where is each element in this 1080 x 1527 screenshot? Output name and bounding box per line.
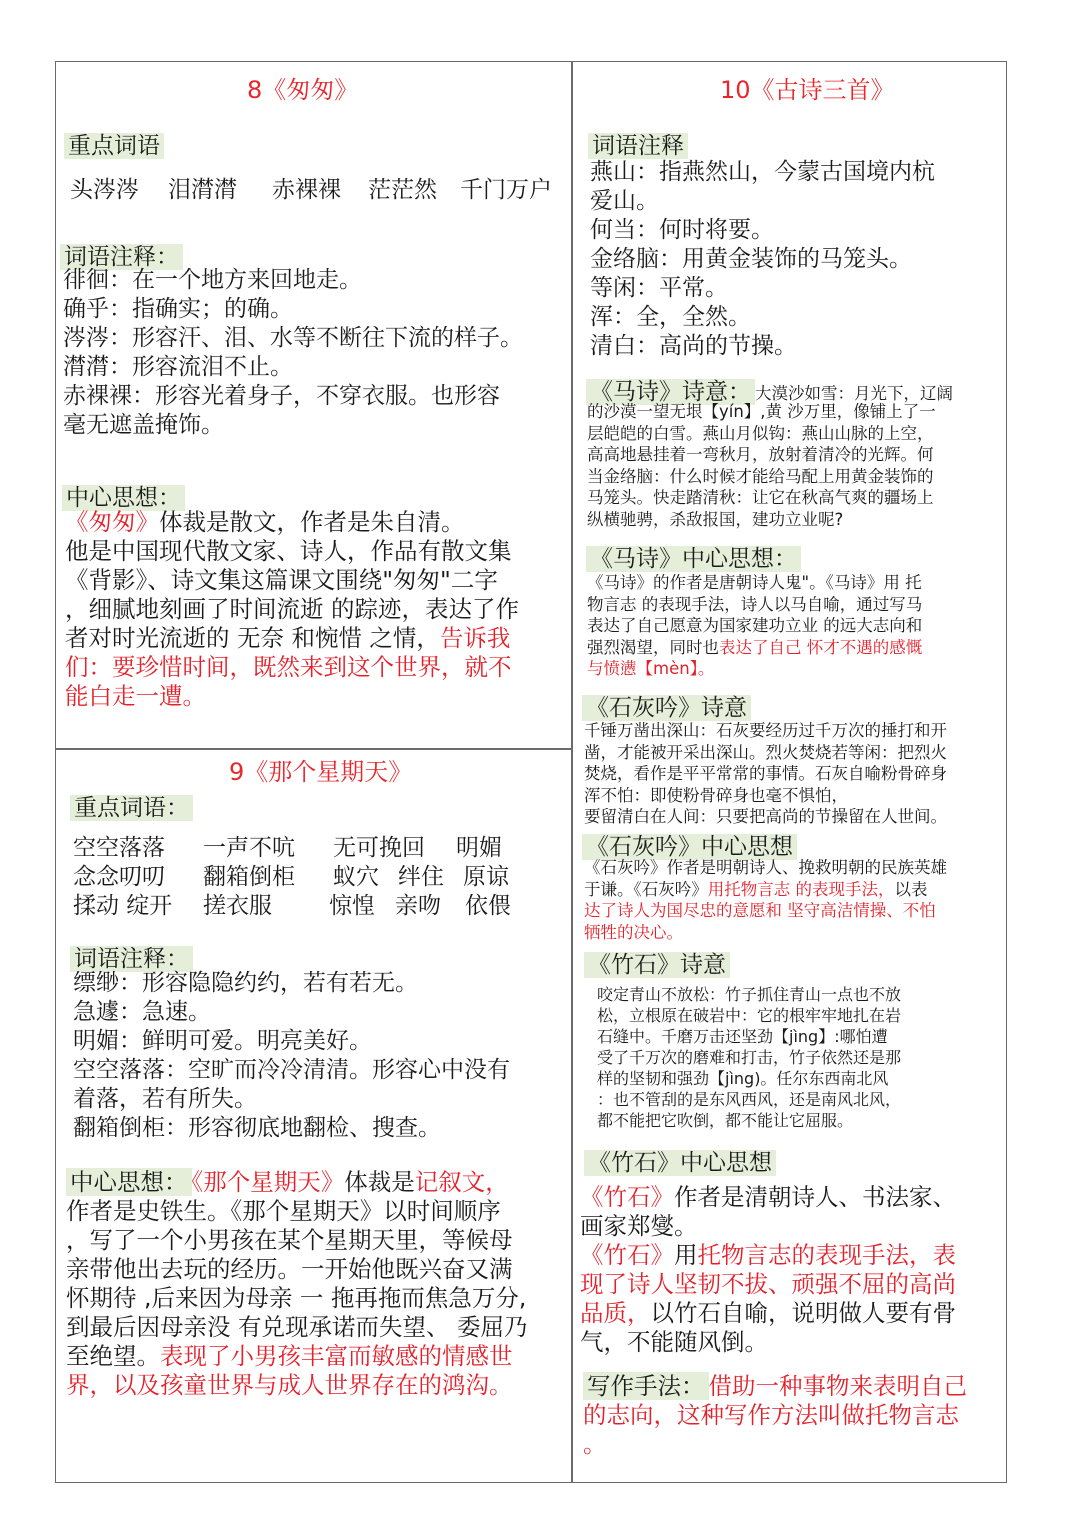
gloss-line: 潸潸：形容流泪不止。 [63,354,293,380]
meaning-line: 高高地悬挂着一弯秋月，放射着清冷的光辉。何 [587,445,934,464]
key-word: 蚁穴 [333,864,379,890]
lesson-9-key-words [73,834,563,924]
idea-red-text: 告诉我 [439,624,511,652]
idea-line [65,624,519,653]
key-word: 绊住 [398,864,444,890]
key-word: 搓衣服 [203,893,272,919]
ma-idea-heading [586,540,801,573]
key-word: 赤裸裸 [272,177,341,203]
heading-label: 《马诗》中心思想： [586,546,801,572]
meaning-line: 浑不怕：即使粉骨碎身也毫不惧怕， [584,785,848,805]
key-word: 明媚 [456,835,502,861]
gloss-line: 清白：高尚的节操。 [590,333,797,359]
idea-text: 用 [674,1241,698,1269]
meaning-line: 凿，才能被开采出深山。烈火焚烧若等闲：把烈火 [584,742,947,762]
gloss-line: 燕山：指燕然山，今蒙古国境内杭 [590,159,935,185]
idea-red-text: 达了诗人 [584,901,650,920]
idea-line: 能白走一遭。 [65,682,206,710]
idea-line: 《背影》、诗文集这篇课文围绕"匆匆"二字 [65,566,498,594]
idea-text: 者对时光流逝的 无奈 和惋惜 之情， [65,624,440,652]
idea-line: 物言志 的表现手法，诗人以马自喻，通过写马 [587,594,923,614]
gloss-line: 缥缈：形容隐隐约约，若有若无。 [73,970,418,996]
gloss-line: 徘徊：在一个地方来回地走。 [63,267,362,293]
lesson-10-gloss-list [590,158,935,361]
method-line: 。 [583,1430,607,1458]
gloss-line: 何当：何时将要。 [590,217,774,243]
meaning-line: 的沙漠一望无垠【yín】,黄 沙万里，像铺上了一 [587,402,936,421]
idea-line: 《马诗》的作者是唐朝诗人鬼"。《马诗》用 托 [587,573,922,592]
key-word: 依偎 [465,893,511,919]
idea-line: ，细腻地刻画了时间流逝 的踪迹，表达了作 [65,595,519,623]
meaning-line: 样的坚韧和强劲【jìng)。任尔东西南北风 [597,1069,889,1088]
gloss-line: 毫无遮盖掩饰。 [63,412,224,438]
key-word: 千门万户 [460,177,552,203]
gloss-line: 空空落落：空旷而冷冷清清。形容心中没有 [73,1057,510,1083]
idea-text: 体裁是散文，作者是朱自清。 [159,508,465,536]
zhu-idea-heading [584,1144,776,1177]
idea-text: 体裁是 [344,1168,415,1196]
idea-line: 到最后因母亲没 有兑现承诺而失望、 委屈乃 [66,1313,528,1341]
idea-line: 与愤懑【mèn】。 [587,659,715,678]
lesson-8-idea-text [65,508,519,711]
heading-label: 重点词语 [64,133,164,159]
idea-red-text: 托物言志的表现手法，表 [697,1241,956,1269]
meaning-line: 石缝中。千磨万击还坚劲【jìng】:哪怕遭 [597,1027,888,1046]
heading-label: 《竹石》诗意 [584,952,730,978]
lesson-10-gloss-heading [588,127,688,160]
gloss-line: 确乎：指确实；的确。 [63,296,293,322]
meaning-line: ：也不管刮的是东风西风，还是南风北风， [597,1090,902,1109]
gloss-line: 急遽：急速。 [73,999,211,1025]
lesson-9-idea-text [66,1168,527,1400]
idea-line: 亲带他出去玩的经历。一开始他既兴奋又满 [66,1255,513,1283]
meaning-line: 层皑皑的白雪。燕山月似钩：燕山山脉的上空， [587,423,934,443]
idea-line: 界，以及孩童世界与成人世界存在的鸿沟。 [66,1371,513,1399]
idea-line: 怀期待 ,后来因为母亲 一 拖再拖而焦急万分, [66,1284,527,1312]
heading-label: 中心思想： [62,485,185,511]
idea-line: 表达了自己愿意为国家建功立业 的远大志向和 [587,616,923,635]
meaning-line: 咬定青山不放松：竹子抓住青山一点也不放 [597,985,902,1004]
lesson-8-gloss-list [63,266,523,440]
meaning-line: 都不能把它吹倒，都不能让它屈服。 [597,1111,854,1130]
gloss-line: 浑：全，全然。 [590,304,751,330]
idea-text: 以表 [894,879,928,899]
idea-line: 牺牲的决心。 [584,922,683,942]
idea-red-text: 用托物言志 的表现手法， [707,879,895,899]
idea-red-text: 《匆匆》 [65,508,159,536]
left-section-divider [55,748,572,750]
lesson-9-key-words-heading [70,789,193,822]
meaning-line: 纵横驰骋，杀敌报国，建功立业呢? [587,509,844,529]
idea-red-text: 《竹石》 [580,1241,674,1269]
idea-line [580,1241,956,1270]
column-divider [571,61,573,1483]
idea-line: ，写了一个小男孩在某个星期天里，等候母 [66,1226,513,1254]
method-line: 的志向，这种写作方法叫做托物言志 [583,1401,959,1429]
idea-line: 现了诗人坚韧不拔、顽强不屈的高尚 [580,1270,956,1298]
idea-line: 画家郑燮。 [580,1212,698,1240]
gloss-line: 着落，若有所失。 [73,1086,257,1112]
key-word: 念念叨叨 [73,864,165,890]
key-word: 翻箱倒柜 [203,864,295,890]
idea-red-text: 表现了小男孩丰富而敏感的情感世 [160,1342,513,1370]
gloss-line: 金络脑：用黄金装饰的马笼头。 [590,246,912,272]
heading-label: 中心思想： [66,1168,192,1196]
zhu-idea-text [580,1183,956,1357]
idea-line: 们：要珍惜时间，既然来到这个世界，就不 [65,653,512,681]
gloss-line: 涔涔：形容汗、泪、水等不断往下流的样子。 [63,325,523,351]
lesson-9-gloss-list [73,969,510,1143]
idea-line: 作者是史铁生。《那个星期天》以时间顺序 [66,1197,501,1225]
key-word: 空空落落 [73,835,165,861]
shi-meaning-heading [582,689,751,722]
idea-line: 他是中国现代散文家、诗人，作品有散文集 [65,537,512,565]
method-red-text: 借助一种事物来表明自己 [708,1372,967,1400]
zhu-meaning-text [597,984,901,1131]
writing-method [583,1372,967,1459]
gloss-line: 翻箱倒柜：形容彻底地翻检、搜查。 [73,1115,441,1141]
meaning-line: 要留清白在人间：只要把高尚的节操留在人世间。 [584,807,947,826]
idea-line [66,1342,527,1371]
idea-line [584,900,947,922]
key-word: 亲吻 [395,893,441,919]
poem-meaning-text: 大漠沙如雪：月光下，辽阔 [755,384,953,403]
lesson-8-key-words-heading [64,127,164,160]
idea-line [580,1299,956,1328]
idea-text: 于谦。《石灰吟》 [584,879,708,899]
key-word: 揉动 绽开 [73,893,173,919]
heading-label: 《石灰吟》诗意 [582,695,751,721]
idea-line [66,1168,527,1197]
key-word: 茫茫然 [368,177,437,203]
idea-line: 《石灰吟》作者是明朝诗人、挽救明朝的民族英雄 [584,858,947,877]
key-word: 头涔涔 [70,177,139,203]
meaning-line: 马笼头。快走踏清秋：让它在秋高气爽的疆场上 [587,488,934,507]
meaning-line: 当金络脑：什么时候才能给马配上用黄金装饰的 [587,466,934,486]
heading-label: 重点词语： [70,795,193,821]
idea-red-text: 表达了自己 怀才不遇的感慨 [719,637,923,657]
idea-red-text: 记叙文， [414,1168,509,1196]
idea-red-text: 为国尽忠的意愿和 坚守高洁情操、不怕 [650,901,936,920]
idea-text: 强烈渴望，同时也 [587,637,719,657]
idea-red-text: 《那个星期天》 [191,1168,345,1196]
meaning-line: 焚烧，看作是平平常常的事情。石灰自喻粉骨碎身 [584,764,947,783]
key-word: 原谅 [463,864,509,890]
heading-label: 《石灰吟》中心思想 [582,834,797,860]
heading-label: 词语注释： [70,946,193,972]
ma-idea-text [587,572,922,680]
idea-line [587,637,922,659]
shi-idea-text [584,857,947,943]
ma-meaning-text [587,401,936,530]
idea-line: 气，不能随风倒。 [580,1328,768,1356]
key-word: 惊惶 [329,893,375,919]
meaning-line: 受了千万次的磨难和打击，竹子依然还是那 [597,1048,902,1067]
heading-label: 《竹石》中心思想 [584,1150,776,1176]
heading-label: 写作手法： [583,1372,709,1400]
key-word: 一声不吭 [203,835,295,861]
gloss-line: 赤裸裸：形容光着身子，不穿衣服。也形容 [63,383,500,409]
heading-label: 《马诗》诗意： [586,379,755,405]
heading-label: 词语注释 [588,133,688,159]
key-word: 无可挽回 [333,835,425,861]
idea-text: 以竹石自喻，说明做人要有骨 [650,1299,956,1327]
gloss-line: 明媚：鲜明可爱。明亮美好。 [73,1028,372,1054]
meaning-line: 千锤万凿出深山：石灰要经历过千万次的捶打和开 [584,721,947,740]
idea-line [65,508,519,537]
lesson-8-title: 8《匆匆》 [247,76,359,104]
idea-line [580,1183,956,1212]
lesson-9-title: 9《那个星期天》 [229,758,413,786]
idea-line [584,879,947,901]
idea-text: 至绝望。 [66,1342,160,1370]
lesson-10-title: 10《古诗三首》 [720,76,895,104]
idea-text: 作者是清朝诗人、书法家、 [674,1183,956,1211]
idea-red-text: 《竹石》 [580,1183,674,1211]
shi-meaning-text [584,720,947,828]
key-word: 泪潸潸 [168,177,237,203]
method-line [583,1372,967,1401]
gloss-line: 爱山。 [590,188,659,214]
zhu-meaning-heading [584,946,730,979]
idea-red-text: 品质， [580,1299,651,1327]
heading-label: 词语注释： [60,244,183,270]
gloss-line: 等闲：平常。 [590,275,728,301]
meaning-line: 松，立根原在破岩中：它的根牢牢地扎在岩 [597,1006,902,1025]
